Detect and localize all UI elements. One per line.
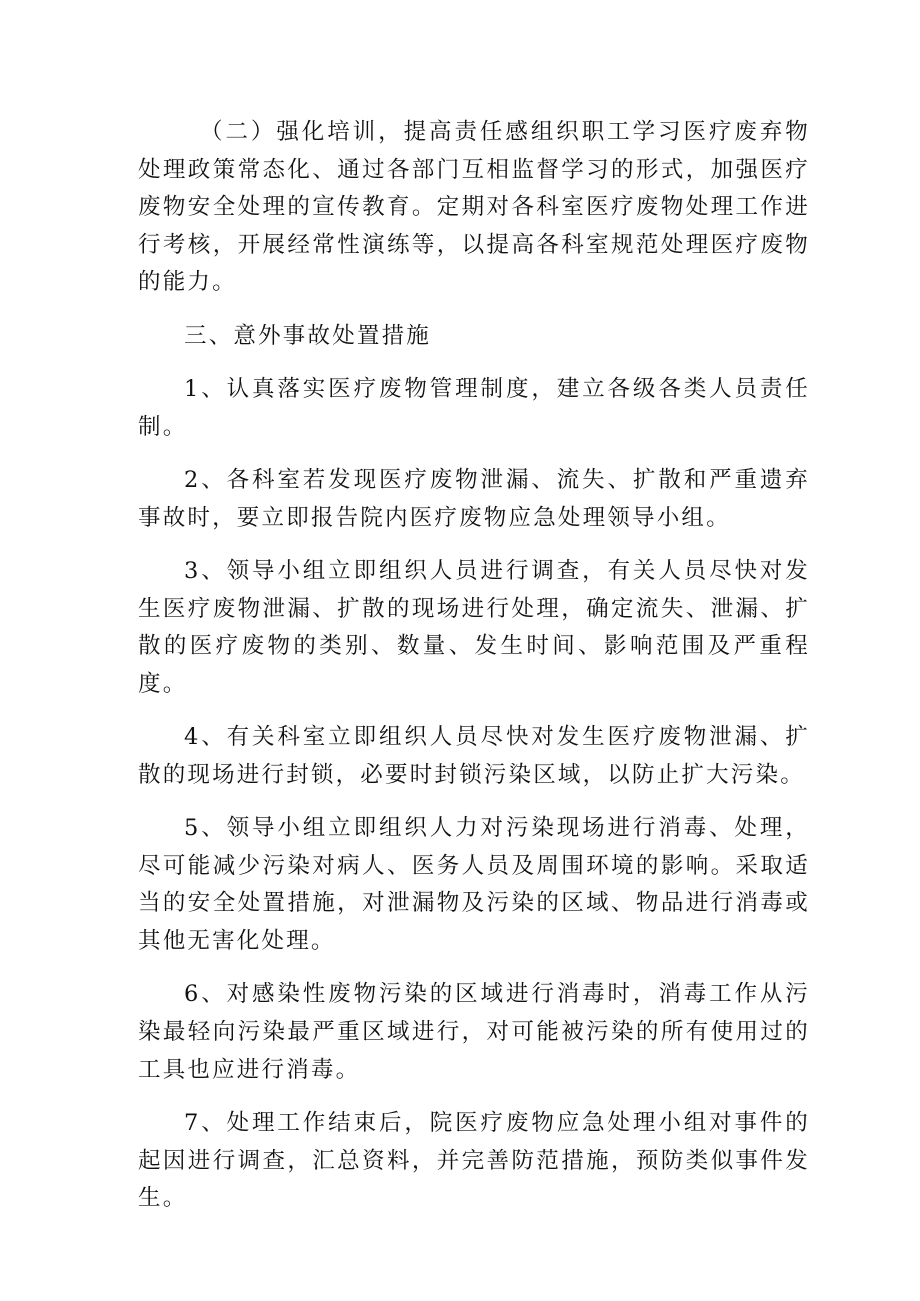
paragraph-item-7: 7、处理工作结束后，院医疗废物应急处理小组对事件的起因进行调查，汇总资料，并完善防范措施，预防类似事件发生。	[138, 1110, 810, 1212]
paragraph-item-2: 2、各科室若发现医疗废物泄漏、流失、扩散和严重遗弃事故时，要立即报告院内医疗废物应急处理领导小组。	[138, 467, 810, 531]
paragraph-item-5: 5、领导小组立即组织人力对污染现场进行消毒、处理，尽可能减少污染对病人、医务人员及周围环境的影响。采取适当的安全处置措施，对泄漏物及污染的区域、物品进行消毒或其他无害化处理。	[138, 815, 810, 955]
paragraph-item-4: 4、有关科室立即组织人员尽快对发生医疗废物泄漏、扩散的现场进行封锁，必要时封锁污染区域，以防止扩大污染。	[138, 724, 810, 788]
paragraph-training: （二）强化培训，提高责任感组织职工学习医疗废弃物处理政策常态化、通过各部门互相监督学习的形式，加强医疗废物安全处理的宣传教育。定期对各科室医疗废物处理工作进行考核，开展经常性演练等，以提高各科室规范处理医疗废物的能力。	[138, 119, 810, 296]
paragraph-item-1: 1、认真落实医疗废物管理制度，建立各级各类人员责任制。	[138, 376, 810, 440]
document-body	[138, 114, 810, 1234]
paragraph-item-6: 6、对感染性废物污染的区域进行消毒时，消毒工作从污染最轻向污染最严重区域进行，对可能被污染的所有使用过的工具也应进行消毒。	[138, 981, 810, 1083]
section-heading-accident-measures: 三、意外事故处置措施	[184, 322, 432, 349]
paragraph-item-3: 3、领导小组立即组织人员进行调查，有关人员尽快对发生医疗废物泄漏、扩散的现场进行处理，确定流失、泄漏、扩散的医疗废物的类别、数量、发生时间、影响范围及严重程度。	[138, 558, 810, 697]
